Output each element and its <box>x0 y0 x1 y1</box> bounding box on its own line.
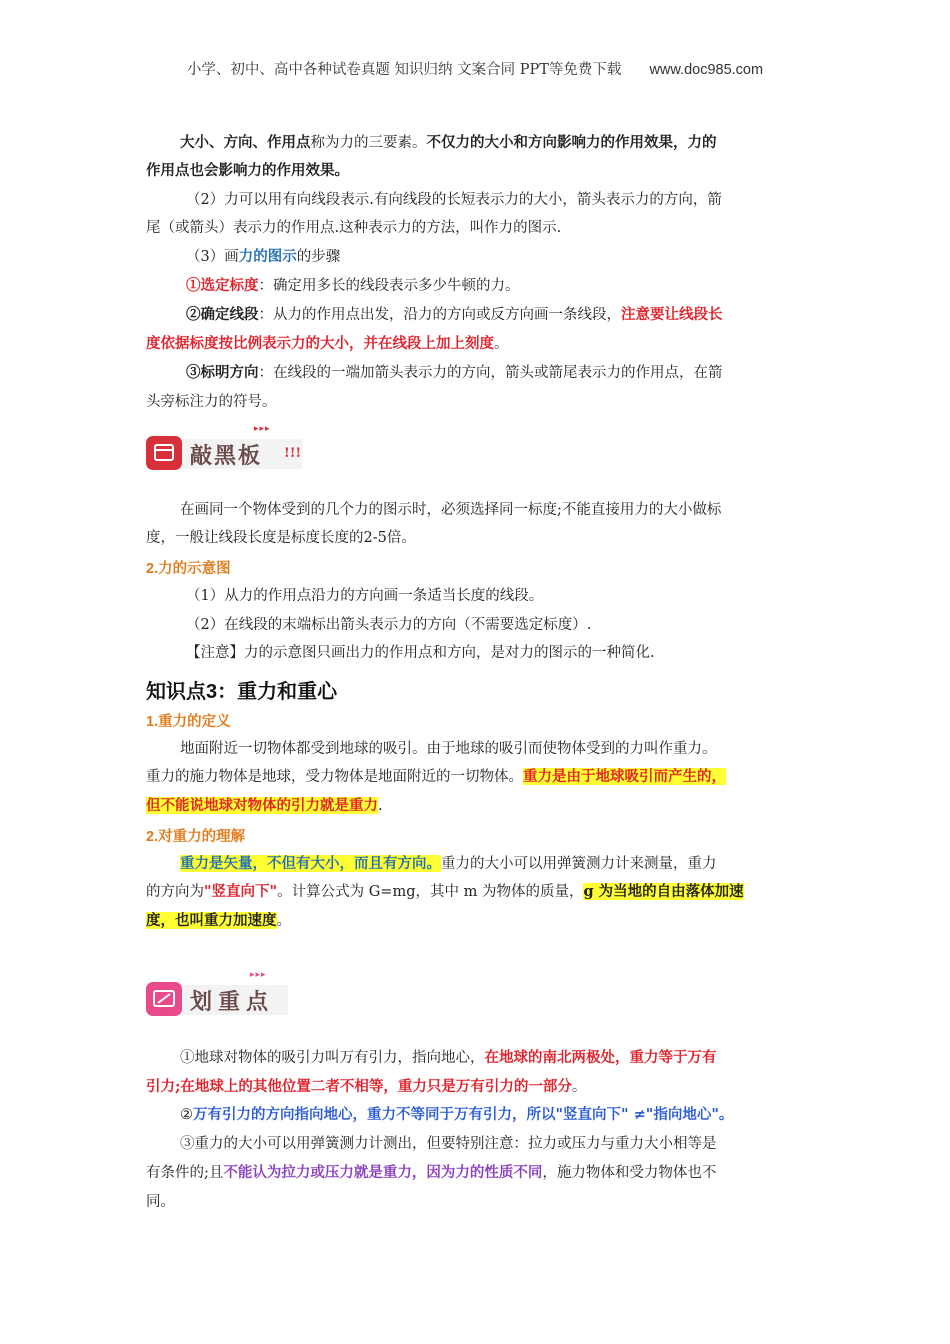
gravity-def-line-1: 地面附近一切物体都受到地球的吸引。由于地球的吸引而使物体受到的力叫作重力。 <box>180 741 717 757</box>
subheading-gravity-definition: 1.重力的定义 <box>146 714 231 730</box>
step-3-line-2: 头旁标注力的符号。 <box>146 394 277 410</box>
subheading-gravity-understanding: 2.对重力的理解 <box>146 829 246 845</box>
subheading-force-diagram: 2.力的示意图 <box>146 561 231 577</box>
step-2-text: ：从力的作用点出发，沿力的方向或反方向画一条线段， <box>258 307 621 323</box>
three-elements-bold-2: 作用点也会影响力的作用效果。 <box>146 162 349 179</box>
badge2-title: 划重点 <box>190 989 275 1014</box>
keypoint-2-num: ② <box>180 1107 193 1123</box>
step-1 <box>186 276 810 296</box>
gravity-und-text-2: 的方向为 <box>146 884 204 900</box>
steps-heading-term: 力的图示 <box>238 248 297 265</box>
gravity-und-line-2 <box>146 882 810 902</box>
steps-heading <box>186 247 810 267</box>
step-2-label: ②确定线段 <box>186 306 259 323</box>
gravity-und-text-1: 重力的大小可以用弹簧测力计来测量，重力 <box>441 856 717 872</box>
keypoint-3-line-2 <box>146 1163 810 1183</box>
vector-line-2: 尾（或箭头）表示力的作用点.这种表示力的方法，叫作力的图示. <box>146 220 562 236</box>
force-diagram-note: 【注意】力的示意图只画出力的作用点和方向，是对力的图示的一种简化. <box>186 645 655 661</box>
gravity-g-highlight-2: 度，也叫重力加速度 <box>146 912 277 929</box>
gravity-vector-highlight: 重力是矢量，不但有大小，而且有方向。 <box>180 855 441 872</box>
step-3-label: ③标明方向 <box>186 364 259 381</box>
three-elements-line-2 <box>146 161 810 181</box>
gravity-g-highlight-1: g 为当地的自由落体加速 <box>583 883 744 900</box>
keypoint-1-red: 在地球的南北两极处，重力等于万有 <box>484 1049 717 1066</box>
keypoint-3-text: 有条件的;且 <box>146 1165 224 1181</box>
keypoint-1-end: 。 <box>571 1079 587 1095</box>
step-2-line-1 <box>186 305 810 325</box>
steps-heading-suffix: 的步骤 <box>296 249 341 265</box>
gravity-def-line-3 <box>146 796 810 816</box>
gravity-und-end: 。 <box>276 913 291 929</box>
force-diagram-item-2: （2）在线段的末端标出箭头表示力的方向（不需要选定标度）. <box>186 617 592 633</box>
vector-line-1: （2）力可以用有向线段表示.有向线段的长短表示力的大小，箭头表示力的方向，箭 <box>186 192 722 208</box>
step-3-line-1 <box>186 363 810 383</box>
force-diagram-item-1: （1）从力的作用点沿力的方向画一条适当长度的线段。 <box>186 588 544 604</box>
step-1-text: ：确定用多长的线段表示多少牛顿的力。 <box>258 278 520 294</box>
gravity-def-end: . <box>378 798 383 814</box>
step-2-end: 。 <box>494 336 509 352</box>
keypoint-3-text-2: ，施力物体和受力物体也不 <box>542 1165 717 1181</box>
keypoint-1-text: ①地球对物体的吸引力叫万有引力，指向地心， <box>180 1050 485 1066</box>
step-2-red-1: 注意要让线段长 <box>621 306 723 323</box>
keypoint-1-line-2 <box>146 1077 810 1097</box>
badge-exclaim: !!! <box>284 446 302 461</box>
badge-title: 敲黑板 <box>190 443 263 468</box>
gravity-def-highlight-2: 但不能说地球对物体的引力就是重力 <box>146 797 378 814</box>
keypoint-3-line-1: ③重力的大小可以用弹簧测力计测出，但要特别注意：拉力或压力与重力大小相等是 <box>180 1136 717 1152</box>
keypoint-2 <box>180 1105 810 1125</box>
page-header <box>0 58 950 79</box>
three-elements-line-1 <box>180 133 810 153</box>
step-2-red-2: 度依据标度按比例表示力的大小，并在线段上加上刻度 <box>146 335 494 352</box>
gravity-def-line-2 <box>146 767 810 787</box>
note1-line-2: 度，一般让线段长度是标度长度的2-5倍。 <box>146 530 416 546</box>
gravity-formula: 。计算公式为 G=mg，其中 m 为物体的质量， <box>277 884 584 900</box>
step-1-label: ①选定标度 <box>186 277 259 294</box>
step-2-line-2 <box>146 334 810 354</box>
badge-arrows: ▸▸▸ <box>254 424 271 434</box>
gravity-direction: "竖直向下" <box>204 883 278 900</box>
gravity-def-text: 重力的施力物体是地球，受力物体是地面附近的一切物体。 <box>146 769 523 785</box>
keypoint-2-blue: 万有引力的方向指向地心，重力不等同于万有引力，所以"竖直向下" ≠"指向地心"。 <box>193 1106 734 1123</box>
three-elements-bold: 不仅力的大小和方向影响力的作用效果，力的 <box>426 134 717 151</box>
gravity-und-line-1 <box>180 854 810 874</box>
note1-line-1: 在画同一个物体受到的几个力的图示时，必须选择同一标度;不能直接用力的大小做标 <box>180 502 722 518</box>
badge-icon-bg <box>146 436 182 470</box>
badge2-arrows: ▸▸▸ <box>250 970 267 980</box>
header-site-link[interactable]: www.doc985.com <box>649 62 764 78</box>
three-elements-term: 大小、方向、作用点 <box>180 134 311 151</box>
steps-heading-prefix: （3）画 <box>186 249 239 265</box>
header-text: 小学、初中、高中各种试卷真题 知识归纳 文案合同 PPT等免费下载 <box>186 62 622 78</box>
section-title-gravity: 知识点3：重力和重心 <box>146 681 338 703</box>
three-elements-def: 称为力的三要素。 <box>310 135 427 151</box>
keypoint-1-line-1 <box>180 1048 810 1068</box>
keypoint-3-line-3: 同。 <box>146 1194 175 1210</box>
step-3-text: ：在线段的一端加箭头表示力的方向，箭头或箭尾表示力的作用点，在箭 <box>258 365 723 381</box>
gravity-def-highlight-1: 重力是由于地球吸引而产生的， <box>523 768 726 785</box>
badge-key-points <box>146 970 310 1020</box>
keypoint-3-purple: 不能认为拉力或压力就是重力，因为力的性质不同 <box>223 1164 543 1181</box>
gravity-und-line-3 <box>146 911 810 931</box>
keypoint-1-red-2: 引力;在地球上的其他位置二者不相等，重力只是万有引力的一部分 <box>146 1078 572 1095</box>
badge-knock-blackboard <box>146 424 310 474</box>
